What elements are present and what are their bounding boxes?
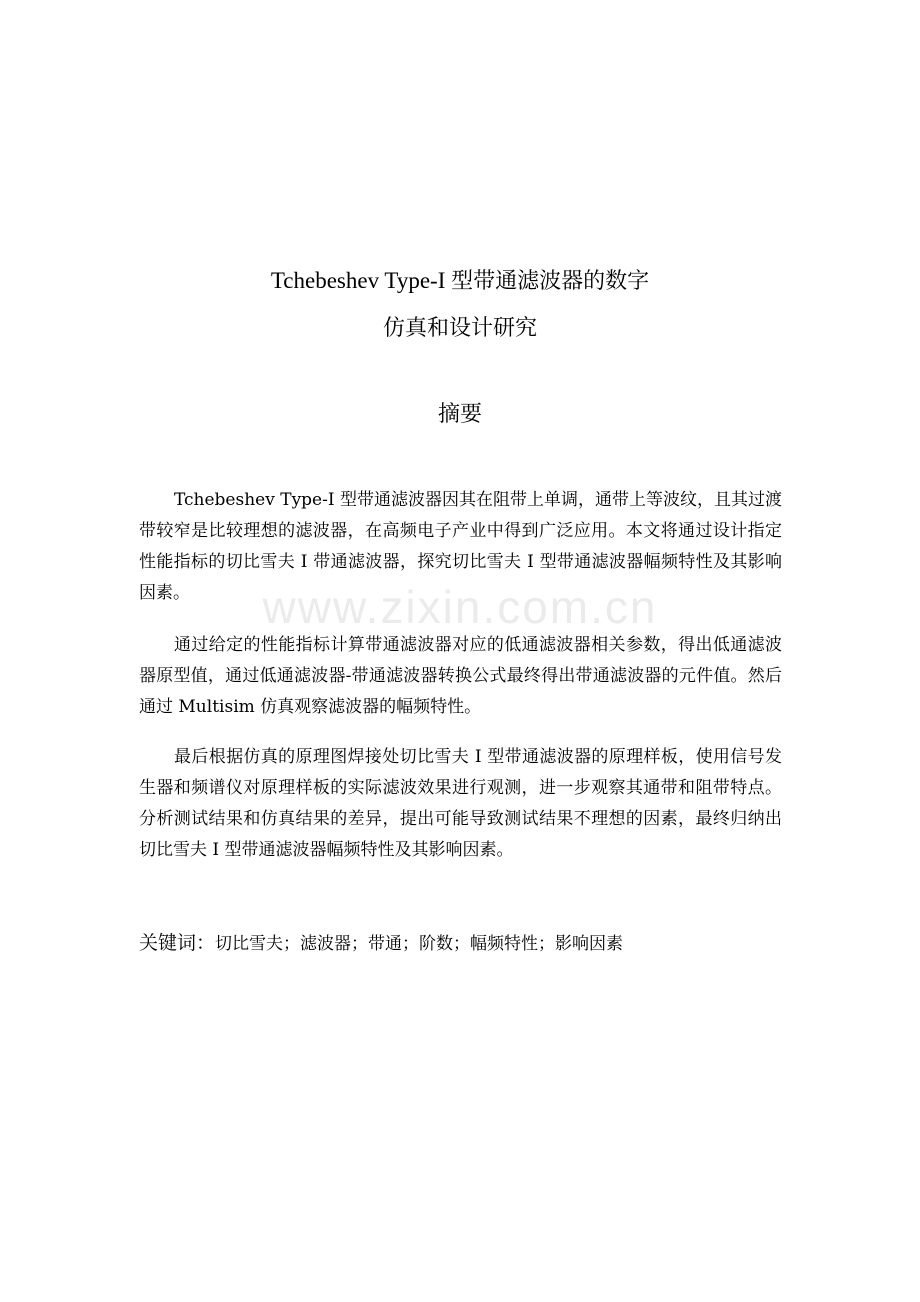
keywords-text: 切比雪夫；滤波器；带通；阶数；幅频特性；影响因素: [215, 934, 624, 954]
watermark: www.zixin.com.cn: [262, 581, 658, 633]
abstract-paragraph-2: 通过给定的性能指标计算带通滤波器对应的低通滤波器相关参数，得出低通滤波器原型值，通过低通滤波器-带通滤波器转换公式最终得出带通滤波器的元件值。然后通过 Multisim 仿真观察滤波器的幅频特性。: [139, 635, 782, 717]
title-line-2: 仿真和设计研究: [382, 316, 537, 341]
abstract-paragraph-3: 最后根据仿真的原理图焊接处切比雪夫 I 型带通滤波器的原理样板，使用信号发生器和频谱仪对原理样板的实际滤波效果进行观测，进一步观察其通带和阻带特点。分析测试结果和仿真结果的差异，提出可能导致测试结果不理想的因素，最终归纳出切比雪夫 I 型带通滤波器幅频特性及其影响因素。: [139, 747, 782, 860]
abstract-heading: 摘要: [437, 402, 482, 427]
keywords-line: [139, 928, 799, 959]
title-line-1: [0, 266, 920, 297]
title-latin-part: Tchebeshev Type-I: [270, 268, 452, 293]
title-cjk-part: 型带通滤波器的数字: [451, 269, 650, 294]
abstract-paragraph-1: Tchebeshev Type-I 型带通滤波器因其在阻带上单调，通带上等波纹，且其过渡带较窄是比较理想的滤波器，在高频电子产业中得到广泛应用。本文将通过设计指定性能指标的切比雪夫 I 带通滤波器，探究切比雪夫 I 型带通滤波器幅频特性及其影响因素。: [139, 490, 782, 603]
keywords-label: 关键词：: [139, 932, 216, 954]
